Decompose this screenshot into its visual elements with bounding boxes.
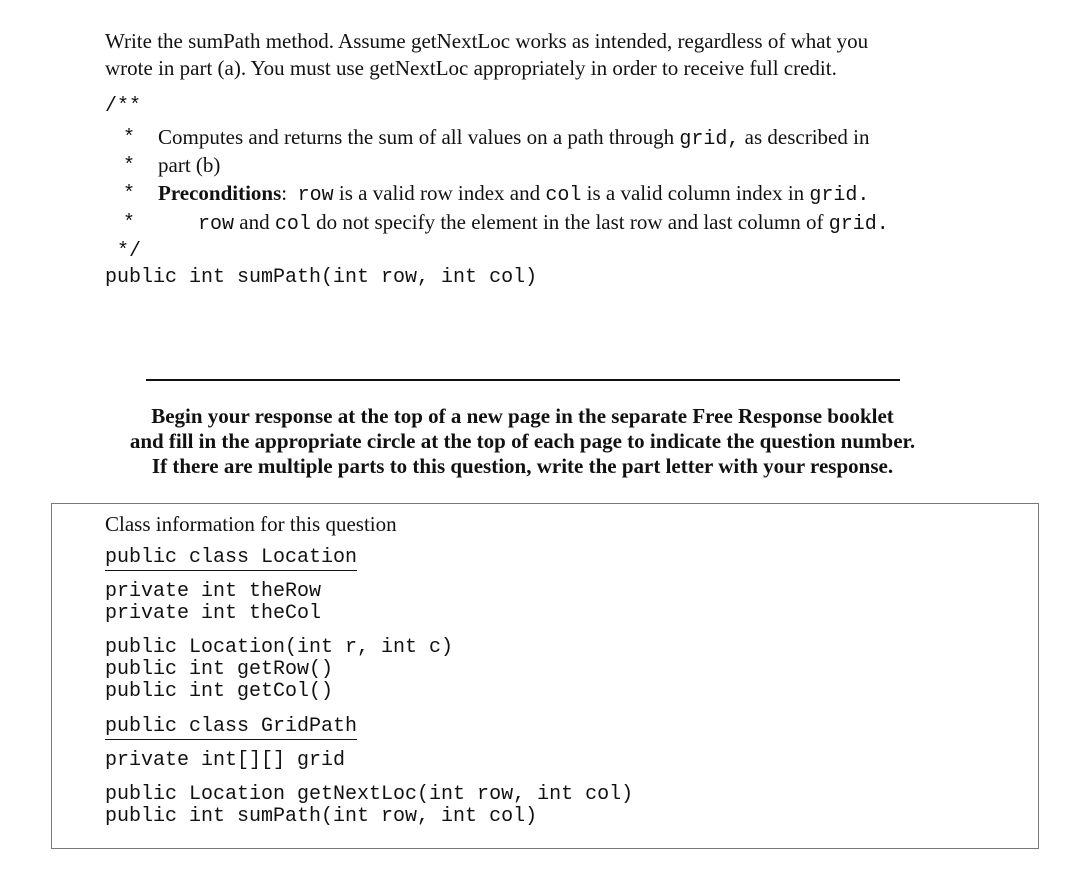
- code-col: col: [274, 213, 311, 236]
- class-info-heading: Class information for this question: [105, 512, 397, 536]
- javadoc-star: *: [123, 212, 136, 235]
- javadoc-text: and: [234, 210, 275, 234]
- javadoc-line-1: [158, 125, 869, 151]
- code-line: public int sumPath(int row, int col): [105, 805, 538, 828]
- javadoc-text: do not specify the element in the last row and last column of: [310, 210, 829, 234]
- javadoc-star: *: [123, 127, 136, 150]
- instruction-line: and fill in the appropriate circle at the top of each page to indicate the question number.: [129, 429, 916, 453]
- javadoc-line-2: part (b): [158, 153, 221, 177]
- code-line: public int getCol(): [105, 680, 334, 703]
- javadoc-text: Computes and returns the sum of all values on a path through: [158, 125, 680, 149]
- response-instructions: [100, 404, 945, 479]
- divider: [146, 379, 900, 381]
- javadoc-text: as described in: [739, 125, 870, 149]
- class-information-box: [51, 503, 1039, 849]
- javadoc-text: :: [281, 181, 288, 205]
- javadoc-star: *: [123, 155, 136, 178]
- method-signature: public int sumPath(int row, int col): [105, 266, 538, 289]
- instruction-line: Begin your response at the top of a new page in the separate Free Response booklet: [151, 404, 894, 428]
- intro-line-1: Write the sumPath method. Assume getNextLoc works as intended, regardless of what you: [105, 29, 869, 53]
- code-col: col: [545, 184, 582, 207]
- location-fields: [105, 581, 321, 625]
- javadoc-line-4: [198, 210, 889, 236]
- preconditions-label: Preconditions: [158, 181, 282, 205]
- intro-paragraph: [105, 28, 1005, 82]
- intro-line-2: wrote in part (a). You must use getNextLoc appropriately in order to receive full credit.: [105, 56, 837, 80]
- code-line: public Location getNextLoc(int row, int col): [105, 783, 634, 806]
- javadoc-star: *: [123, 183, 136, 206]
- code-row: row: [198, 213, 235, 236]
- code-line: private int theRow: [105, 580, 322, 603]
- javadoc-text: is a valid row index and: [333, 181, 546, 205]
- code-line: private int theCol: [105, 602, 322, 625]
- code-grid: grid.: [828, 213, 889, 236]
- javadoc-open: /**: [105, 95, 142, 118]
- javadoc-close: */: [117, 240, 142, 263]
- location-class-header: public class Location: [105, 546, 358, 569]
- instruction-line: If there are multiple parts to this question, write the part letter with your response.: [151, 454, 894, 478]
- code-grid: grid,: [679, 128, 740, 151]
- javadoc-text: is a valid column index in: [581, 181, 810, 205]
- location-methods: [105, 637, 453, 703]
- code-line: private int[][] grid: [105, 749, 346, 772]
- gridpath-class-header: public class GridPath: [105, 715, 358, 738]
- gridpath-fields: [105, 750, 345, 772]
- code-line: public Location(int r, int c): [105, 636, 454, 659]
- code-line: public int getRow(): [105, 658, 334, 681]
- code-row: row: [297, 184, 334, 207]
- code-grid: grid.: [809, 184, 870, 207]
- javadoc-preconditions: [158, 181, 869, 207]
- gridpath-methods: [105, 784, 633, 828]
